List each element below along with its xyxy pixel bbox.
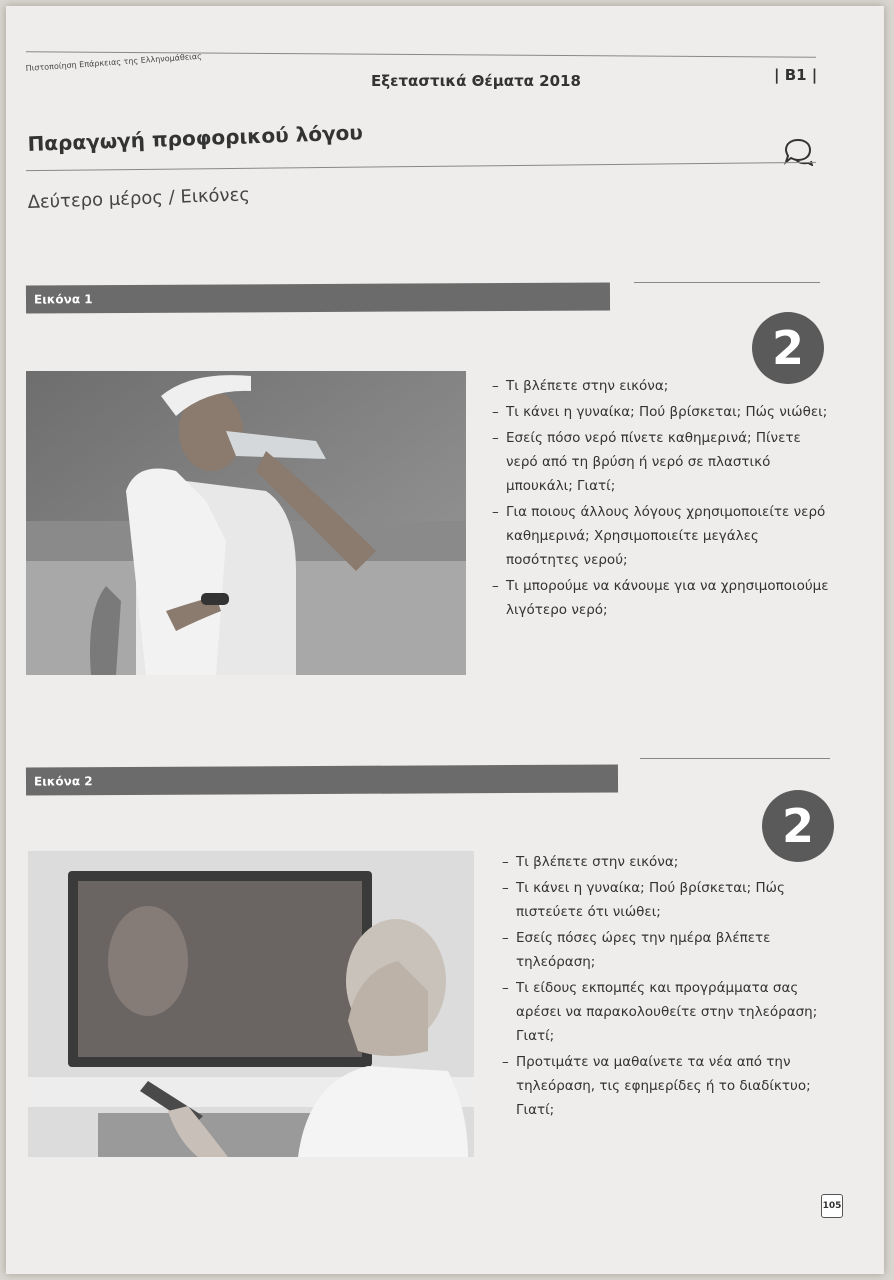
image-2-rule bbox=[640, 758, 830, 759]
exam-title: Εξεταστικά Θέματα 2018 bbox=[371, 72, 581, 90]
page-number: 105 bbox=[821, 1194, 843, 1218]
question-item: – Τι είδους εκπομπές και προγράμματα σας αρέσει να παρακολουθείτε στην τηλεόραση; Γιατί; bbox=[502, 976, 838, 1048]
question-item: – Τι κάνει η γυναίκα; Πού βρίσκεται; Πώς πιστεύετε ότι νιώθει; bbox=[502, 876, 838, 924]
image-2-label: Εικόνα 2 bbox=[26, 764, 618, 795]
question-item: – Εσείς πόσο νερό πίνετε καθημερινά; Πίνετε νερό από τη βρύση ή νερό σε πλαστικό μπουκάλι; Γιατί; bbox=[492, 426, 832, 498]
image-2-questions bbox=[502, 850, 838, 1124]
question-item: – Για ποιους άλλους λόγους χρησιμοποιείτε νερό καθημερινά; Χρησιμοποιείτε μεγάλες ποσότητες νερού; bbox=[492, 500, 832, 572]
section-title: Παραγωγή προφορικού λόγου bbox=[27, 120, 364, 156]
question-item: – Τι βλέπετε στην εικόνα; bbox=[492, 374, 832, 398]
certification-label: Πιστοποίηση Επάρκειας της Ελληνομάθειας bbox=[25, 51, 203, 73]
image-1-label: Εικόνα 1 bbox=[26, 282, 610, 313]
question-item: – Τι βλέπετε στην εικόνα; bbox=[502, 850, 838, 874]
level-badge: | B1 | bbox=[774, 66, 818, 84]
question-item: – Τι κάνει η γυναίκα; Πού βρίσκεται; Πώς νιώθει; bbox=[492, 400, 832, 424]
question-item: – Τι μπορούμε να κάνουμε για να χρησιμοποιούμε λιγότερο νερό; bbox=[492, 574, 832, 622]
section-subtitle: Δεύτερο μέρος / Εικόνες bbox=[27, 184, 251, 213]
image-2-number: 2 bbox=[762, 790, 834, 862]
image-1-rule bbox=[634, 282, 820, 283]
question-item: – Προτιμάτε να μαθαίνετε τα νέα από την τηλεόραση, τις εφημερίδες ή το διαδίκτυο; Γιατί; bbox=[502, 1050, 838, 1122]
textbook-page bbox=[6, 6, 884, 1274]
image-1-number: 2 bbox=[752, 312, 824, 384]
question-item: – Εσείς πόσες ώρες την ημέρα βλέπετε τηλεόραση; bbox=[502, 926, 838, 974]
photo-woman-watching-tv bbox=[28, 851, 474, 1157]
photo-woman-drinking-water bbox=[26, 371, 466, 675]
title-rule bbox=[26, 162, 816, 171]
image-1-questions bbox=[492, 374, 832, 624]
